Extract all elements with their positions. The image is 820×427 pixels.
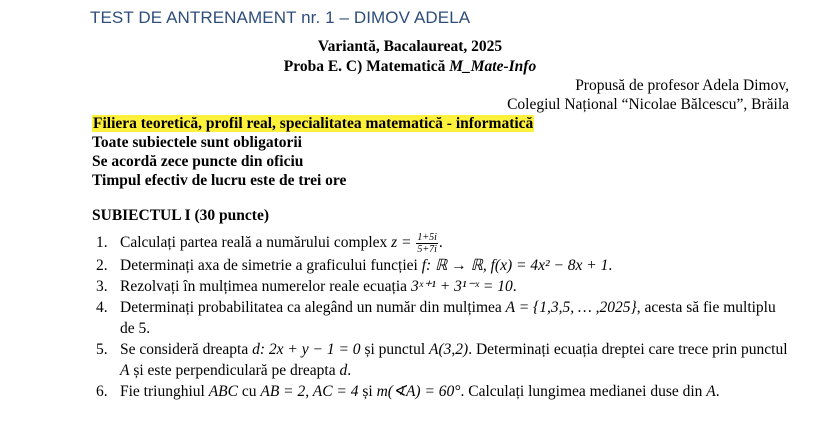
exam-variant-line: Variantă, Bacalaureat, 2025 <box>317 38 503 55</box>
exam-subject-line <box>0 58 820 76</box>
exam-subject-prefix: Proba E. C) Matematică <box>283 58 450 75</box>
problem-text: și <box>358 383 377 400</box>
problem-text: . Calculați lungimea medianei duse din <box>460 383 707 400</box>
fraction-numerator: 1+5i <box>417 232 437 243</box>
problem-math: A(3,2) <box>429 341 469 358</box>
problem-end: . <box>512 278 517 295</box>
problem-math: AB = 2, AC = 4 <box>260 383 359 400</box>
problem-text: Determinați probabilitatea ca alegând un număr din mulțimea <box>120 299 506 316</box>
problem-text-end: , acesta să fie multiplu de 5. <box>120 299 776 337</box>
problem-math: z = <box>391 234 412 252</box>
problem-text: Rezolvați în mulțimea numerelor reale ecuația <box>120 278 411 295</box>
problem-item <box>92 276 792 297</box>
problem-math: A <box>120 362 130 379</box>
problem-math: 3ˣ⁺¹ + 3¹⁻ˣ = 10 <box>410 278 513 295</box>
track-line <box>92 115 534 133</box>
problem-math: m(∢A) = 60° <box>376 383 461 400</box>
problem-list <box>92 232 792 402</box>
problem-math: A <box>706 383 716 400</box>
problem-end: . <box>608 257 613 274</box>
problem-text: Fie triunghiul <box>120 383 209 400</box>
problem-number: 6. <box>96 383 108 400</box>
fraction <box>416 232 438 255</box>
problem-number: 2. <box>96 257 108 274</box>
problem-text: și este perpendiculară pe dreapta <box>129 362 340 379</box>
problem-math: f: ℝ → ℝ, f(x) = 4x² − 8x + 1 <box>421 257 609 274</box>
problem-math: ABC <box>208 383 238 400</box>
exam-subject-code: M_Mate-Info <box>449 58 537 75</box>
problem-end: . <box>347 362 352 379</box>
problem-math: d: 2x + y − 1 = 0 <box>252 341 361 358</box>
problem-item <box>92 297 792 339</box>
document-header-title: TEST DE ANTRENAMENT nr. 1 – DIMOV ADELA <box>90 8 471 27</box>
problem-number: 1. <box>96 234 108 251</box>
problem-number: 4. <box>96 299 108 316</box>
school-line: Colegiul Național “Nicolae Bălcescu”, Brăila <box>507 96 789 113</box>
problem-text: și punctul <box>360 341 430 358</box>
problem-item <box>92 381 792 402</box>
instruction-time: Timpul efectiv de lucru este de trei ore <box>92 172 347 189</box>
problem-item <box>92 255 792 276</box>
section-title: SUBIECTUL I (30 puncte) <box>92 207 269 224</box>
instruction-mandatory: Toate subiectele sunt obligatorii <box>92 134 302 151</box>
problem-number: 3. <box>96 278 108 295</box>
problem-text: Se consideră dreapta <box>120 341 253 358</box>
problem-item <box>92 339 792 381</box>
problem-text: . Determinați ecuația dreptei care trece prin punctul <box>468 341 788 358</box>
problem-text: cu <box>237 383 261 400</box>
problem-end: . <box>438 234 443 252</box>
fraction-denominator: 5+7i <box>417 244 437 255</box>
problem-text: Determinați axa de simetrie a graficului funcției <box>120 257 422 274</box>
instruction-points: Se acordă zece puncte din oficiu <box>92 153 304 170</box>
problem-item <box>92 232 792 255</box>
problem-text: Calculați partea reală a numărului complex <box>120 234 392 252</box>
problem-end: . <box>715 383 720 400</box>
problem-math: A = {1,3,5, … ,2025} <box>505 299 637 316</box>
problem-number: 5. <box>96 341 108 358</box>
author-line: Propusă de profesor Adela Dimov, <box>575 77 789 94</box>
problem-math: d <box>339 362 348 379</box>
track-highlight: Filiera teoretică, profil real, specialitatea matematică - informatică <box>93 115 534 132</box>
